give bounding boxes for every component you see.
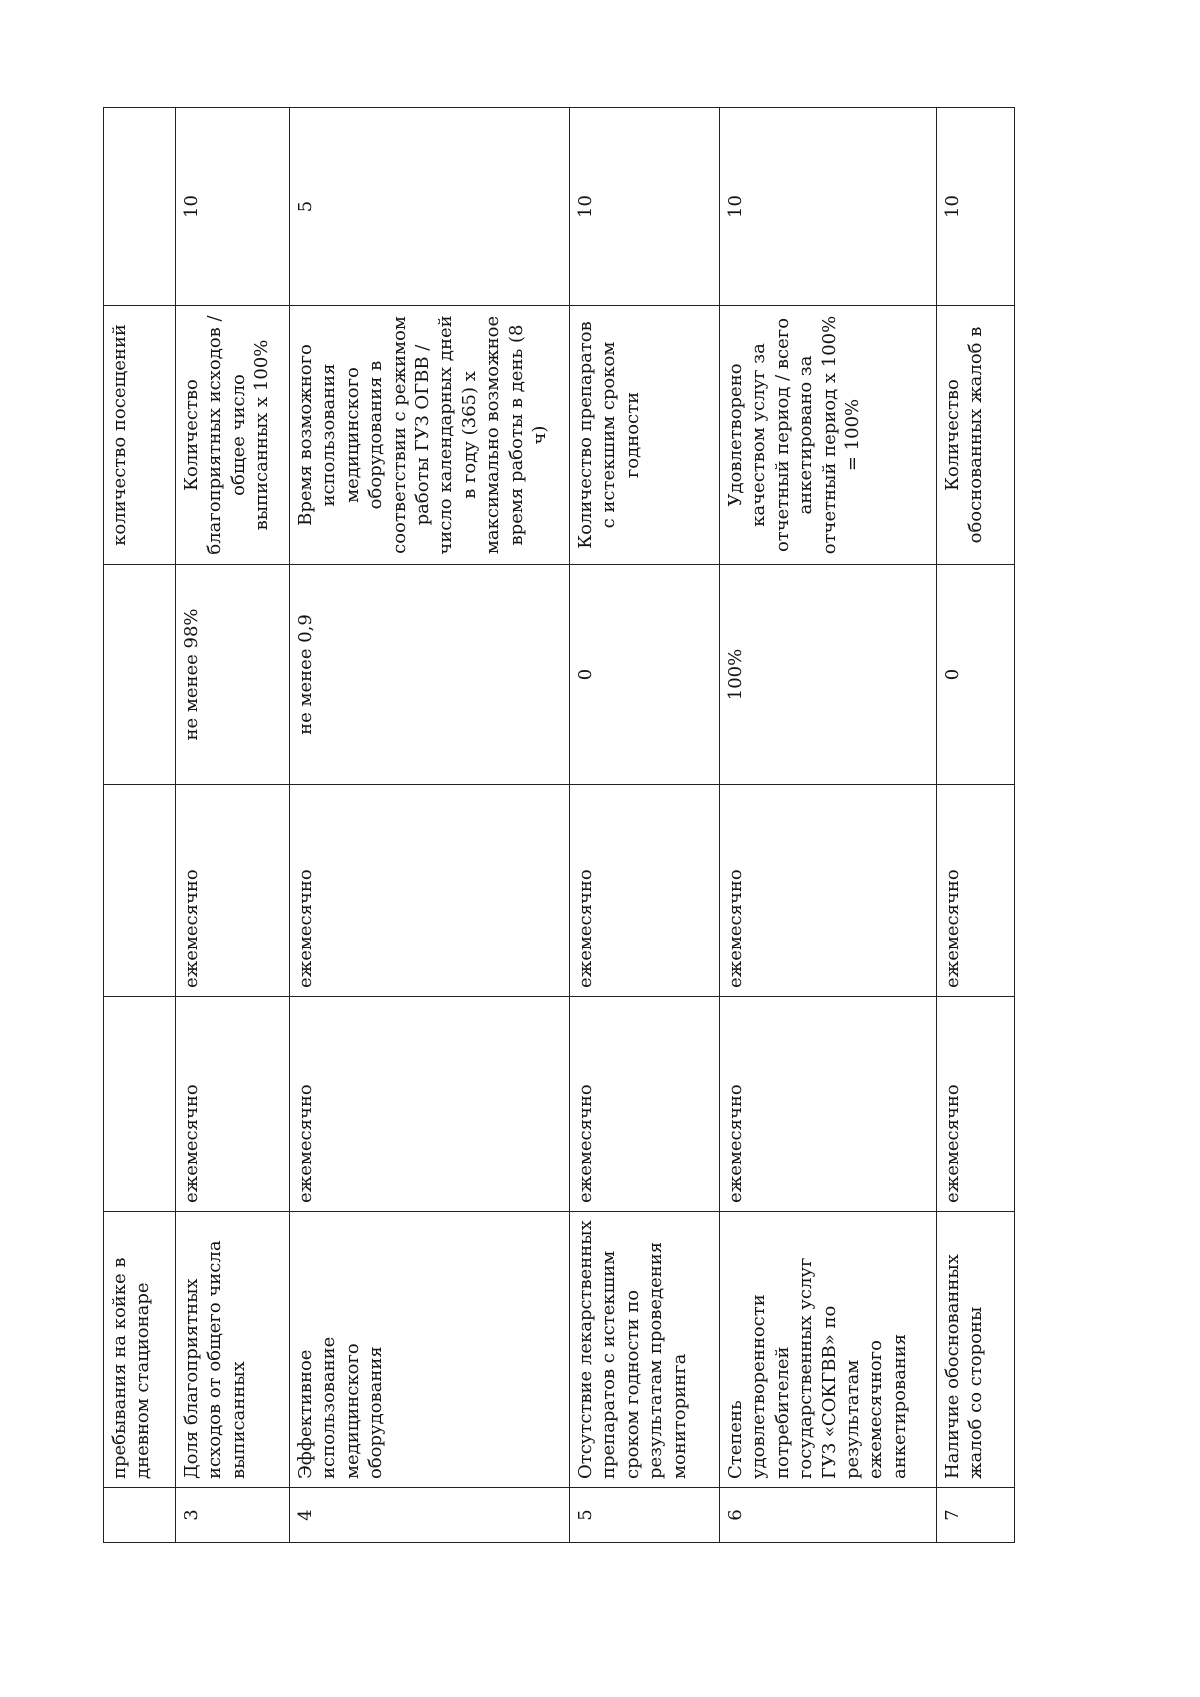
table-row <box>176 108 290 1543</box>
table-row <box>570 108 720 1543</box>
indicator-name-cell: Наличие обоснованных жалоб со стороны <box>937 1212 1015 1488</box>
row-number-cell: 6 <box>720 1488 937 1543</box>
score-cell: 5 <box>290 108 570 306</box>
row-number-cell <box>104 1488 176 1543</box>
score-cell <box>104 108 176 306</box>
period-cell: ежемесячно <box>176 997 290 1212</box>
period-cell <box>104 785 176 997</box>
target-value-cell: не менее 98% <box>176 565 290 785</box>
period-cell <box>104 997 176 1212</box>
period-cell: ежемесячно <box>720 785 937 997</box>
target-value-cell: 100% <box>720 565 937 785</box>
period-cell: ежемесячно <box>937 785 1015 997</box>
score-cell: 10 <box>176 108 290 306</box>
score-cell: 10 <box>570 108 720 306</box>
row-number-cell: 3 <box>176 1488 290 1543</box>
formula-cell: Количество препаратов с истекшим сроком годности <box>570 306 720 565</box>
period-cell: ежемесячно <box>176 785 290 997</box>
period-cell: ежемесячно <box>290 785 570 997</box>
period-cell: ежемесячно <box>570 997 720 1212</box>
score-cell: 10 <box>937 108 1015 306</box>
formula-cell: Количество благоприятных исходов / общее число выписанных х 100% <box>176 306 290 565</box>
indicator-name-cell: Доля благоприятных исходов от общего числа выписанных <box>176 1212 290 1488</box>
period-cell: ежемесячно <box>937 997 1015 1212</box>
indicator-name-cell: Эффективное использование медицинского оборудования <box>290 1212 570 1488</box>
indicator-name-cell: Степень удовлетворенности потребителей государственных услуг ГУЗ «СОКГВВ» по результатам ежемесячного анкетирования <box>720 1212 937 1488</box>
table-row <box>720 108 937 1543</box>
table-row <box>104 108 176 1543</box>
indicator-name-cell: Отсутствие лекарственных препаратов с истекшим сроком годности по результатам проведения мониторинга <box>570 1212 720 1488</box>
formula-cell: Удовлетворено качеством услуг за отчетный период / всего анкетировано за отчетный период х 100% = 100% <box>720 306 937 565</box>
target-value-cell: 0 <box>937 565 1015 785</box>
indicator-name-cell: пребывания на койке в дневном стационаре <box>104 1212 176 1488</box>
target-value-cell: не менее 0,9 <box>290 565 570 785</box>
period-cell: ежемесячно <box>570 785 720 997</box>
formula-cell: количество посещений <box>104 306 176 565</box>
period-cell: ежемесячно <box>290 997 570 1212</box>
score-cell: 10 <box>720 108 937 306</box>
table-row <box>290 108 570 1543</box>
indicators-table <box>103 107 1015 1543</box>
table-row <box>937 108 1015 1543</box>
row-number-cell: 7 <box>937 1488 1015 1543</box>
target-value-cell: 0 <box>570 565 720 785</box>
formula-cell: Время возможного использования медицинского оборудования в соответствии с режимом работы ГУЗ ОГВВ / число календарных дней в году (365) х максимально возможное время работы в день (8 ч) <box>290 306 570 565</box>
row-number-cell: 5 <box>570 1488 720 1543</box>
target-value-cell <box>104 565 176 785</box>
row-number-cell: 4 <box>290 1488 570 1543</box>
rotated-table-frame <box>103 108 1014 1543</box>
period-cell: ежемесячно <box>720 997 937 1212</box>
formula-cell: Количество обоснованных жалоб в <box>937 306 1015 565</box>
